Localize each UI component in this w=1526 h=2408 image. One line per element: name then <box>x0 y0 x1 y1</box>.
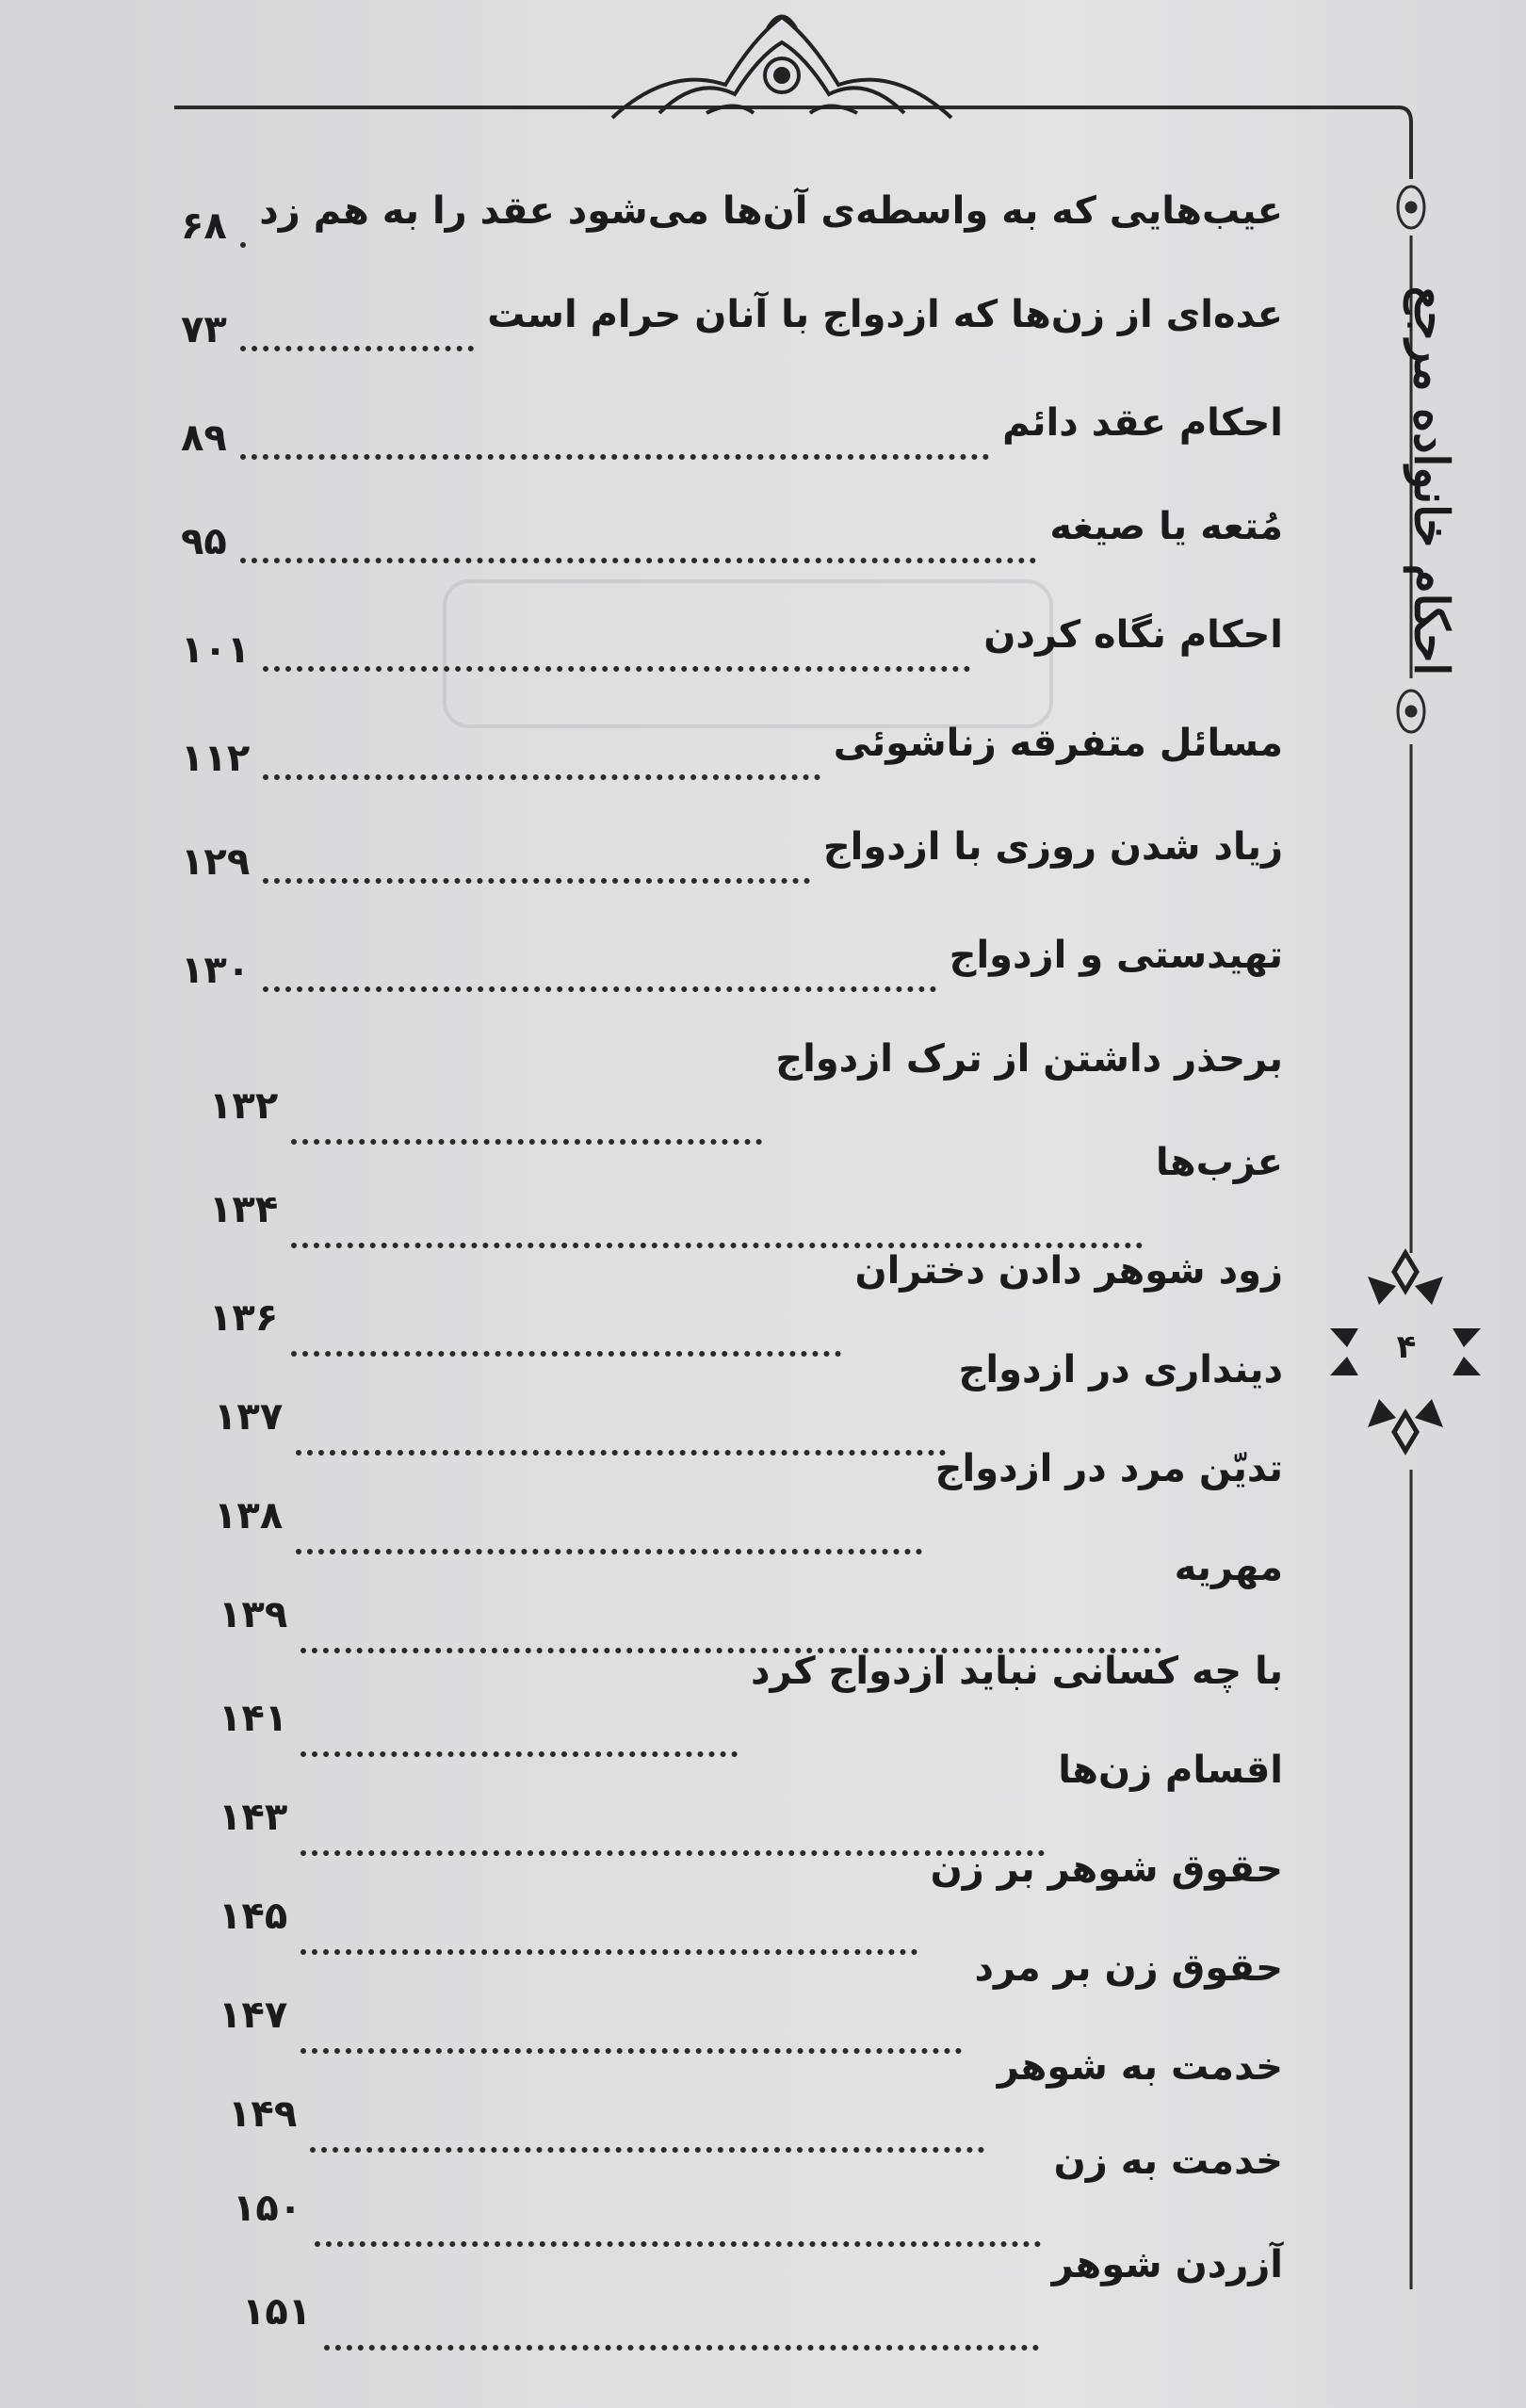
toc-leader-dots <box>263 949 935 992</box>
toc-entry-page: ۱۳۲ <box>209 1084 279 1128</box>
toc-entry-page: ۱۳۴ <box>209 1188 279 1231</box>
toc-leader-dots <box>240 520 1037 563</box>
table-of-contents <box>181 0 1283 2408</box>
toc-entry-title: عزب‌ها <box>1155 1141 1283 1184</box>
toc-entry-title: با چه کسانی نباید ازدواج کرد <box>750 1650 1283 1693</box>
toc-entry-title: آزردن شوهر <box>1051 2243 1283 2286</box>
toc-entry <box>242 2237 1283 2343</box>
toc-entry-page: ۷۳ <box>181 308 227 351</box>
toc-leader-dots <box>263 737 820 780</box>
book-title-vertical <box>1375 264 1488 697</box>
toc-entry <box>219 1644 1283 1749</box>
toc-entry <box>181 820 1283 925</box>
toc-entry <box>219 1941 1283 2046</box>
toc-entry <box>181 928 1283 1033</box>
toc-entry-title: مسائل متفرقه زناشوئی <box>833 722 1283 765</box>
toc-entry-title: برحذر داشتن از ترک ازدواج <box>775 1037 1283 1081</box>
toc-entry <box>228 2040 1283 2145</box>
toc-entry <box>181 184 1283 289</box>
toc-entry <box>209 1135 1283 1241</box>
toc-entry <box>181 287 1283 393</box>
toc-entry <box>181 716 1283 822</box>
toc-entry <box>219 1743 1283 1848</box>
toc-entry <box>219 1842 1283 1947</box>
toc-entry <box>209 1244 1283 1349</box>
book-title-text: احکام خانواده مرجع <box>1404 285 1460 675</box>
toc-entry-page: ۱۴۷ <box>219 1993 288 2037</box>
rule-ornament-top <box>1398 187 1424 228</box>
toc-entry-title: زیاد شدن روزی با ازدواج <box>822 825 1283 869</box>
toc-leader-dots <box>240 308 474 351</box>
toc-entry-title: عیب‌هایی که به واسطه‌ی آن‌ها می‌شود عقد را به هم زد <box>259 189 1283 233</box>
page-number: ۴ <box>1396 1328 1417 1366</box>
toc-entry-page: ۱۳۷ <box>214 1395 284 1439</box>
toc-entry-title: احکام نگاه کردن <box>983 613 1283 657</box>
toc-entry-page: ۱۴۱ <box>219 1697 288 1740</box>
toc-entry-page: ۱۴۳ <box>219 1796 288 1839</box>
toc-entry-title: دینداری در ازدواج <box>958 1348 1283 1391</box>
toc-entry-page: ۱۵۰ <box>233 2187 302 2230</box>
toc-entry-title: مهریه <box>1174 1546 1283 1589</box>
toc-entry-title: حقوق شوهر بر زن <box>930 1847 1283 1891</box>
toc-leader-dots <box>324 2307 1038 2351</box>
toc-entry-page: ۱۲۹ <box>181 840 251 884</box>
toc-entry-page: ۱۴۹ <box>228 2092 298 2136</box>
toc-entry <box>181 608 1283 713</box>
toc-entry-title: خدمت به زن <box>1053 2140 1283 2183</box>
toc-entry-page: ۱۳۶ <box>209 1296 279 1340</box>
toc-entry <box>219 1540 1283 1646</box>
toc-leader-dots <box>291 1205 1143 1248</box>
toc-entry <box>181 499 1283 605</box>
toc-entry <box>209 1032 1283 1137</box>
toc-leader-dots <box>263 840 810 884</box>
toc-entry-page: ۱۴۵ <box>219 1895 288 1938</box>
toc-entry-page: ۱۳۰ <box>181 949 251 992</box>
toc-leader-dots <box>240 416 989 460</box>
toc-entry-page: ۹۵ <box>181 520 227 563</box>
toc-entry-title: احکام عقد دائم <box>1002 401 1283 445</box>
toc-entry-page: ۱۵۱ <box>242 2290 312 2334</box>
toc-entry-page: ۶۸ <box>181 204 227 248</box>
toc-entry-title: زود شوهر دادن دختران <box>854 1249 1283 1293</box>
toc-entry <box>214 1441 1283 1547</box>
toc-entry-title: حقوق زن بر مرد <box>974 1946 1283 1990</box>
toc-entry-page: ۱۰۱ <box>181 628 251 672</box>
toc-entry-page: ۸۹ <box>181 416 227 460</box>
toc-entry <box>233 2134 1283 2239</box>
toc-entry-title: تهیدستی و ازدواج <box>949 934 1283 977</box>
toc-entry-page: ۱۱۲ <box>181 737 251 780</box>
toc-entry-title: مُتعه یا صیغه <box>1049 505 1283 548</box>
toc-entry-title: اقسام زن‌ها <box>1058 1749 1283 1792</box>
toc-entry <box>181 396 1283 501</box>
toc-entry-title: تديّن مرد در ازدواج <box>934 1447 1283 1490</box>
toc-entry-page: ۱۳۸ <box>214 1494 284 1538</box>
toc-entry-title: خدمت به شوهر <box>997 2045 1283 2089</box>
toc-entry-title: عده‌ای از زن‌ها که ازدواج با آنان حرام است <box>487 293 1283 336</box>
toc-leader-dots <box>240 204 246 248</box>
toc-leader-dots <box>263 628 970 672</box>
toc-entry-page: ۱۳۹ <box>219 1593 288 1636</box>
toc-entry <box>214 1342 1283 1448</box>
